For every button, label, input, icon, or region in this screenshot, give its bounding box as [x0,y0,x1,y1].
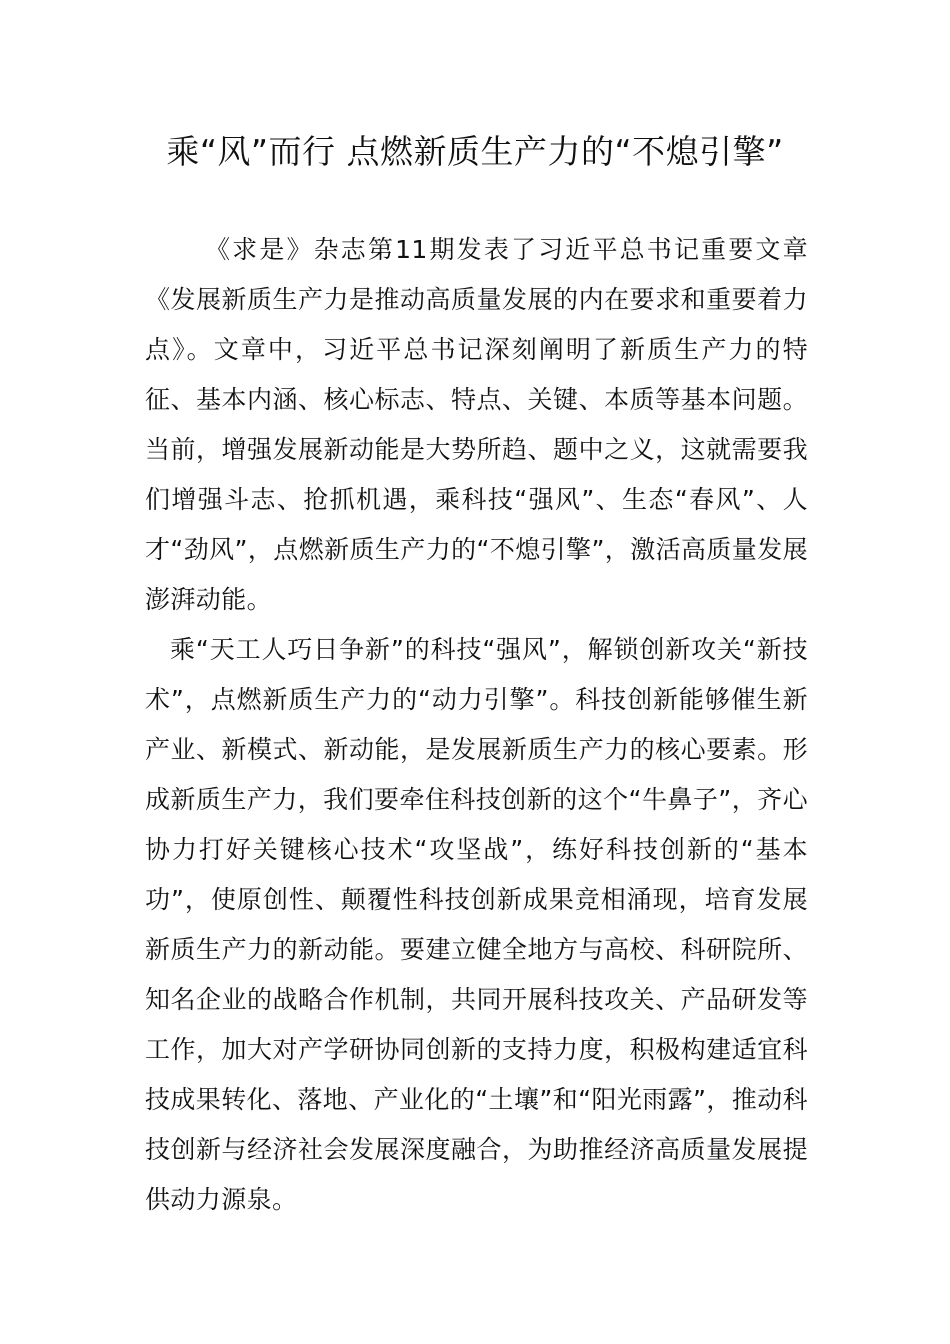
article-title: 乘“风”而行 点燃新质生产力的“不熄引擎” [166,132,784,171]
paragraph-technology: 乘“天工人巧日争新”的科技“强风”，解锁创新攻关“新技术”，点燃新质生产力的“动力引擎”。科技创新能够催生新产业、新模式、新动能，是发展新质生产力的核心要素。形成新质生产力，我们要牵住科技创新的这个“牛鼻子”，齐心协力打好关键核心技术“攻坚战”，练好科技创新的“基本功”，使原创性、颠覆性科技创新成果竞相涌现，培育发展新质生产力的新动能。要建立健全地方与高校、科研院所、知名企业的战略合作机制，共同开展科技攻关、产品研发等工作，加大对产学研协同创新的支持力度，积极构建适宜科技成果转化、落地、产业化的“土壤”和“阳光雨露”，推动科技创新与经济社会发展深度融合，为助推经济高质量发展提供动力源泉。 [145,635,809,1214]
article-body [145,225,808,1225]
paragraph-intro: 《求是》杂志第11期发表了习近平总书记重要文章《发展新质生产力是推动高质量发展的内在要求和重要着力点》。文章中，习近平总书记深刻阐明了新质生产力的特征、基本内涵、核心标志、特点、关键、本质等基本问题。当前，增强发展新动能是大势所趋、题中之义，这就需要我们增强斗志、抢抓机遇，乘科技“强风”、生态“春风”、人才“劲风”，点燃新质生产力的“不熄引擎”，激活高质量发展澎湃动能。 [145,235,809,614]
